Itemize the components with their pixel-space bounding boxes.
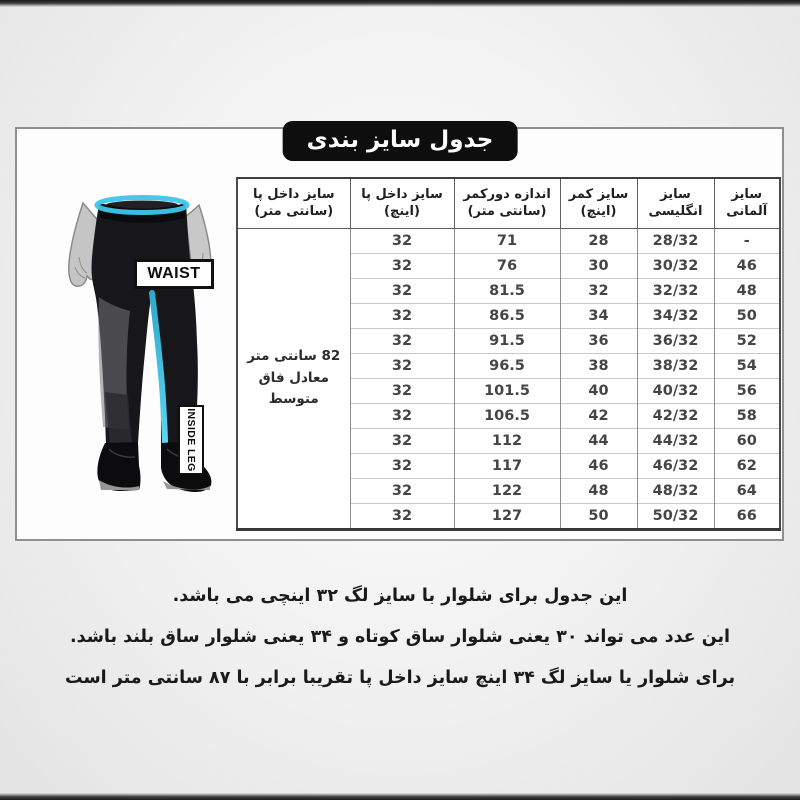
size-cell: 32 xyxy=(350,479,454,504)
size-cell: 44/32 xyxy=(637,429,714,454)
size-cell: 36/32 xyxy=(637,329,714,354)
size-cell: 40/32 xyxy=(637,379,714,404)
size-cell: 56 xyxy=(714,379,780,404)
size-cell: 62 xyxy=(714,454,780,479)
column-header-waist-cm: اندازه دورکمر (سانتی متر) xyxy=(454,178,560,229)
size-cell: 112 xyxy=(454,429,560,454)
size-cell: 50 xyxy=(560,504,637,530)
header-row xyxy=(237,178,780,229)
size-cell: 32/32 xyxy=(637,279,714,304)
size-cell: 32 xyxy=(350,304,454,329)
size-cell: 48 xyxy=(560,479,637,504)
size-cell: 76 xyxy=(454,254,560,279)
size-cell: 42/32 xyxy=(637,404,714,429)
size-cell: 32 xyxy=(560,279,637,304)
note-line: این عدد می تواند ۳۰ یعنی شلوار ساق کوتاه و ۳۴ یعنی شلوار ساق بلند باشد. xyxy=(69,627,731,647)
size-cell: 71 xyxy=(454,229,560,254)
size-cell: 34 xyxy=(560,304,637,329)
size-chart-card xyxy=(15,127,784,541)
size-table xyxy=(236,177,781,531)
waist-label: WAIST xyxy=(134,259,214,289)
size-cell: 106.5 xyxy=(454,404,560,429)
photo-bottom-edge xyxy=(0,793,800,800)
note-line: این جدول برای شلوار با سایز لگ ۳۲ اینچی می باشد. xyxy=(172,586,628,606)
size-cell: 117 xyxy=(454,454,560,479)
size-cell: 50/32 xyxy=(637,504,714,530)
size-cell: 32 xyxy=(350,254,454,279)
size-chart-title: جدول سایز بندی xyxy=(283,121,518,161)
size-cell: 91.5 xyxy=(454,329,560,354)
size-cell: 32 xyxy=(350,504,454,530)
column-header-inseam-inch: سایز داخل پا (اینچ) xyxy=(350,178,454,229)
size-cell: 32 xyxy=(350,379,454,404)
size-cell: 52 xyxy=(714,329,780,354)
size-cell: - xyxy=(714,229,780,254)
size-cell: 46 xyxy=(714,254,780,279)
pants-illustration xyxy=(39,187,254,517)
column-header-inseam-cm: سایز داخل پا (سانتی متر) xyxy=(237,178,350,229)
note-line: برای شلوار یا سایز لگ ۳۴ اینچ سایز داخل پا تقریبا برابر با ۸۷ سانتی متر است xyxy=(64,668,736,688)
size-cell: 28/32 xyxy=(637,229,714,254)
size-cell: 32 xyxy=(350,429,454,454)
size-cell: 64 xyxy=(714,479,780,504)
pants-figure-graphic xyxy=(39,187,254,517)
size-cell: 60 xyxy=(714,429,780,454)
size-cell: 34/32 xyxy=(637,304,714,329)
size-cell: 32 xyxy=(350,329,454,354)
size-cell: 30 xyxy=(560,254,637,279)
size-cell: 38 xyxy=(560,354,637,379)
photo-top-edge xyxy=(0,0,800,7)
column-header-german-size: سایز آلمانی xyxy=(714,178,780,229)
size-cell: 32 xyxy=(350,454,454,479)
column-header-english-size: سایز انگلیسی xyxy=(637,178,714,229)
size-cell: 42 xyxy=(560,404,637,429)
size-cell: 36 xyxy=(560,329,637,354)
size-cell: 38/32 xyxy=(637,354,714,379)
size-cell: 127 xyxy=(454,504,560,530)
size-cell: 32 xyxy=(350,404,454,429)
size-cell: 46 xyxy=(560,454,637,479)
size-cell: 32 xyxy=(350,229,454,254)
inside-leg-label xyxy=(178,405,204,475)
size-cell: 40 xyxy=(560,379,637,404)
footnotes xyxy=(0,586,800,709)
inseam-note-cell: 82 سانتی متر معادل فاق متوسط xyxy=(237,229,350,530)
size-cell: 44 xyxy=(560,429,637,454)
size-cell: 28 xyxy=(560,229,637,254)
size-cell: 50 xyxy=(714,304,780,329)
size-cell: 48/32 xyxy=(637,479,714,504)
inside-leg-label-text: INSIDE LEG xyxy=(178,405,204,475)
size-cell: 81.5 xyxy=(454,279,560,304)
size-cell: 122 xyxy=(454,479,560,504)
size-cell: 46/32 xyxy=(637,454,714,479)
size-cell: 96.5 xyxy=(454,354,560,379)
size-cell: 32 xyxy=(350,354,454,379)
size-cell: 66 xyxy=(714,504,780,530)
size-cell: 48 xyxy=(714,279,780,304)
size-cell: 86.5 xyxy=(454,304,560,329)
size-cell: 101.5 xyxy=(454,379,560,404)
size-cell: 54 xyxy=(714,354,780,379)
size-cell: 32 xyxy=(350,279,454,304)
size-cell: 30/32 xyxy=(637,254,714,279)
size-cell: 58 xyxy=(714,404,780,429)
column-header-waist-inch: سایز کمر (اینچ) xyxy=(560,178,637,229)
table-row xyxy=(237,229,780,254)
